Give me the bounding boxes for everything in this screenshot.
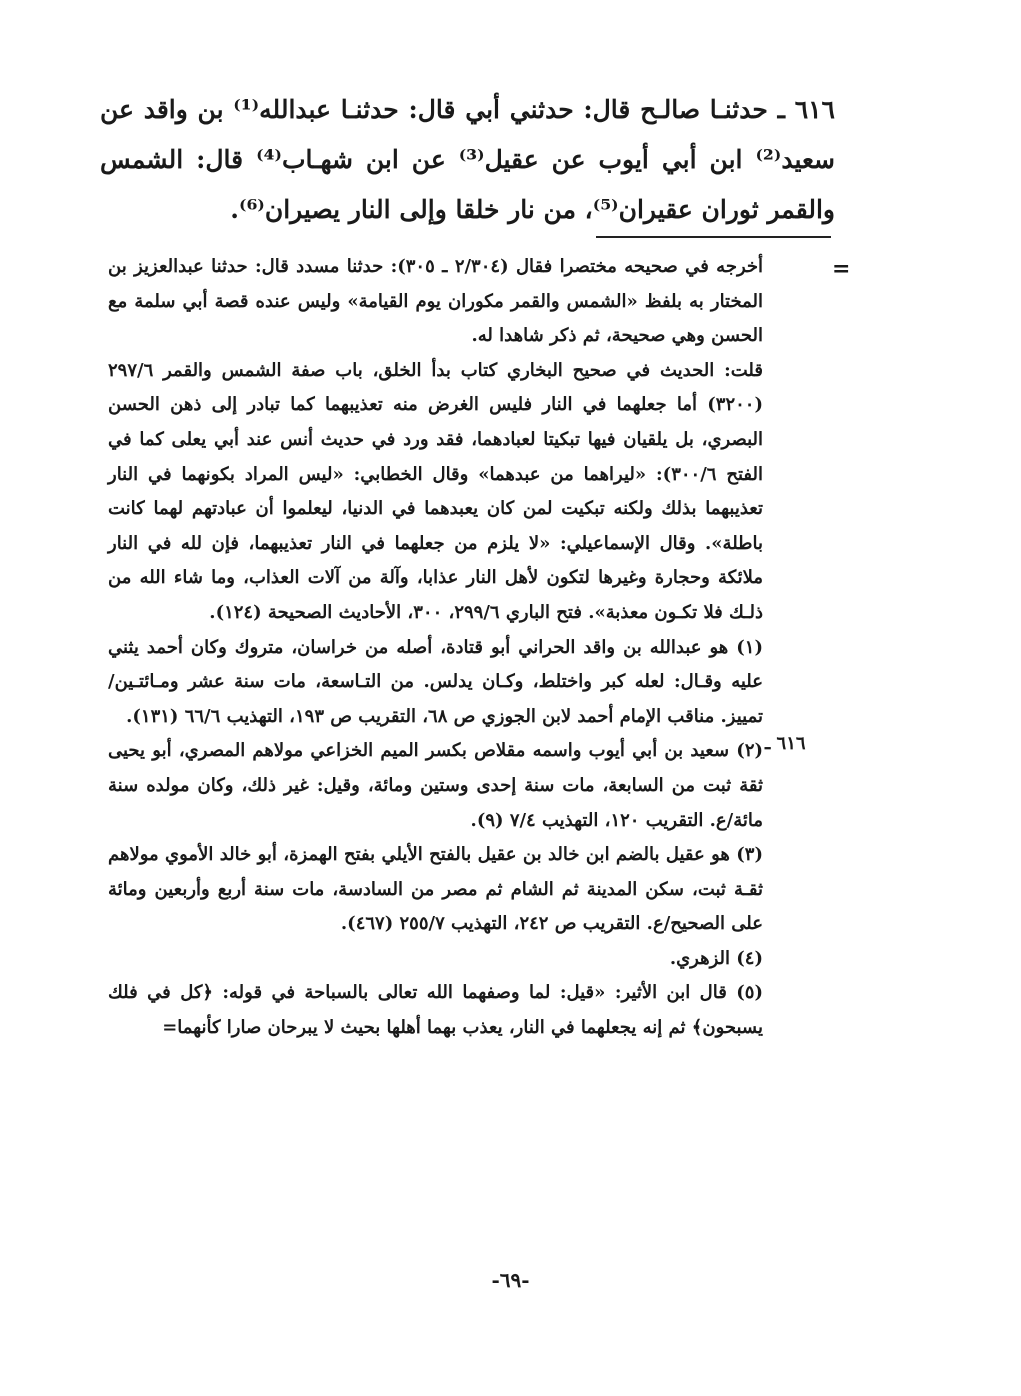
hadith-text-block xyxy=(100,85,835,235)
page-number: -٦٩- xyxy=(491,1268,530,1292)
footnote-paragraph: (٥) قال ابن الأثير: «قيل: لما وصفهما الله تعالى بالسباحة في قوله: ﴿كل في فلك يسبحون﴾ ثم إنه يجعلهما في النار، يعذب بهما أهلها بحيث لا يبرحان صارا كأنهما= xyxy=(108,982,763,1039)
hadith-number: ٦١٦ ـ xyxy=(777,95,835,124)
footnotes xyxy=(108,250,763,1046)
footnote-paragraph: (١) هو عبدالله بن واقد الحراني أبو قتادة، أصله من خراسان، متروك وكان أحمد يثني عليه وقـال: لعله كبر واختلط، وكـان يدلس. من التـاسعة، مات سنة عشر ومـائتـين/تمييز. مناقب الإمام أحمد لابن الجوزي ص ٦٨، التقريب ص ١٩٣، التهذيب ٦٦/٦ (١٣١). xyxy=(108,636,763,727)
footnote-paragraph: (٢) سعيد بن أبي أيوب واسمه مقلاص بكسر الميم الخزاعي مولاهم المصري، أبو يحيى ثقة ثبت من السابعة، مات سنة إحدى وستين ومائة، وقيل: غير ذلك، وكان مولده سنة مائة/ع. التقريب ١٢٠، التهذيب ٧/٤ (٩). xyxy=(108,740,764,831)
footnote-heading-number: ٦١٦ ـ xyxy=(765,733,806,754)
footnote-paragraph: (٤) الزهري. xyxy=(669,947,763,969)
footnote-paragraph: (٣) هو عقيل بالضم ابن خالد بن عقيل بالفتح الأيلي بفتح الهمزة، أبو خالد الأموي مولاهم ثقـة ثبت، سكن المدينة ثم الشام ثم مصر من السادسة، مات سنة أربع وأربعين ومائة على الصحيح/ع. التقريب ص ٢٤٢، التهذيب ٢٥٥/٧ (٤٦٧). xyxy=(108,844,763,935)
footnote-separator xyxy=(596,236,831,238)
continuation-mark: = xyxy=(832,256,851,282)
footnote-paragraph: أخرجه في صحيحه مختصرا فقال (٢/٣٠٤ ـ ٣٠٥): حدثنا مسدد قال: حدثنا عبدالعزيز بن المختار به بلفظ «الشمس والقمر مكوران يوم القيامة» وليس عنده قصة أبي سلمة مع الحسن وهي صحيحة، ثم ذكر شاهدا له. xyxy=(108,256,764,347)
footnote-paragraph: قلت: الحديث في صحيح البخاري كتاب بدأ الخلق، باب صفة الشمس والقمر ٢٩٧/٦ (٣٢٠٠) أما جعلهما في النار فليس الغرض منه تعذيبهما كما تبادر إلى ذهن الحسن البصري، بل يلقيان فيها تبكيتا لعبادهما، فقد ورد في حديث أنس عند أبي يعلى كما في الفتح ٣٠٠/٦): «ليراهما من عبدهما» وقال الخطابي: «ليس المراد بكونهما في النار تعذيبهما بذلك ولكنه تبكيت لمن كان يعبدهما في الدنيا، ليعلموا أن عبادتهم لهما كانت باطلة». وقال الإسماعيلي: «لا يلزم من جعلهما في النار تعذيبهما، فإن لله في النار ملائكة وحجارة وغيرها لتكون لأهل النار عذابا، وآلة من آلات العذاب، وما شاء الله من ذلـك فلا تكـون معذبة». فتح الباري ٢٩٩/٦، ٣٠٠، الأحاديث الصحيحة (١٢٤). xyxy=(108,359,763,623)
hadith-body: حدثنـا صالـح قال: حدثني أبي قال: حدثنـا عبدالله⁽¹⁾ بن واقد عن سعيد⁽²⁾ ابن أبي أيوب عن عقيل⁽³⁾ عن ابن شهـاب⁽⁴⁾ قال: الشمس والقمر ثوران عقيران⁽⁵⁾، من نار خلقا وإلى النار يصيران⁽⁶⁾. xyxy=(100,95,835,224)
